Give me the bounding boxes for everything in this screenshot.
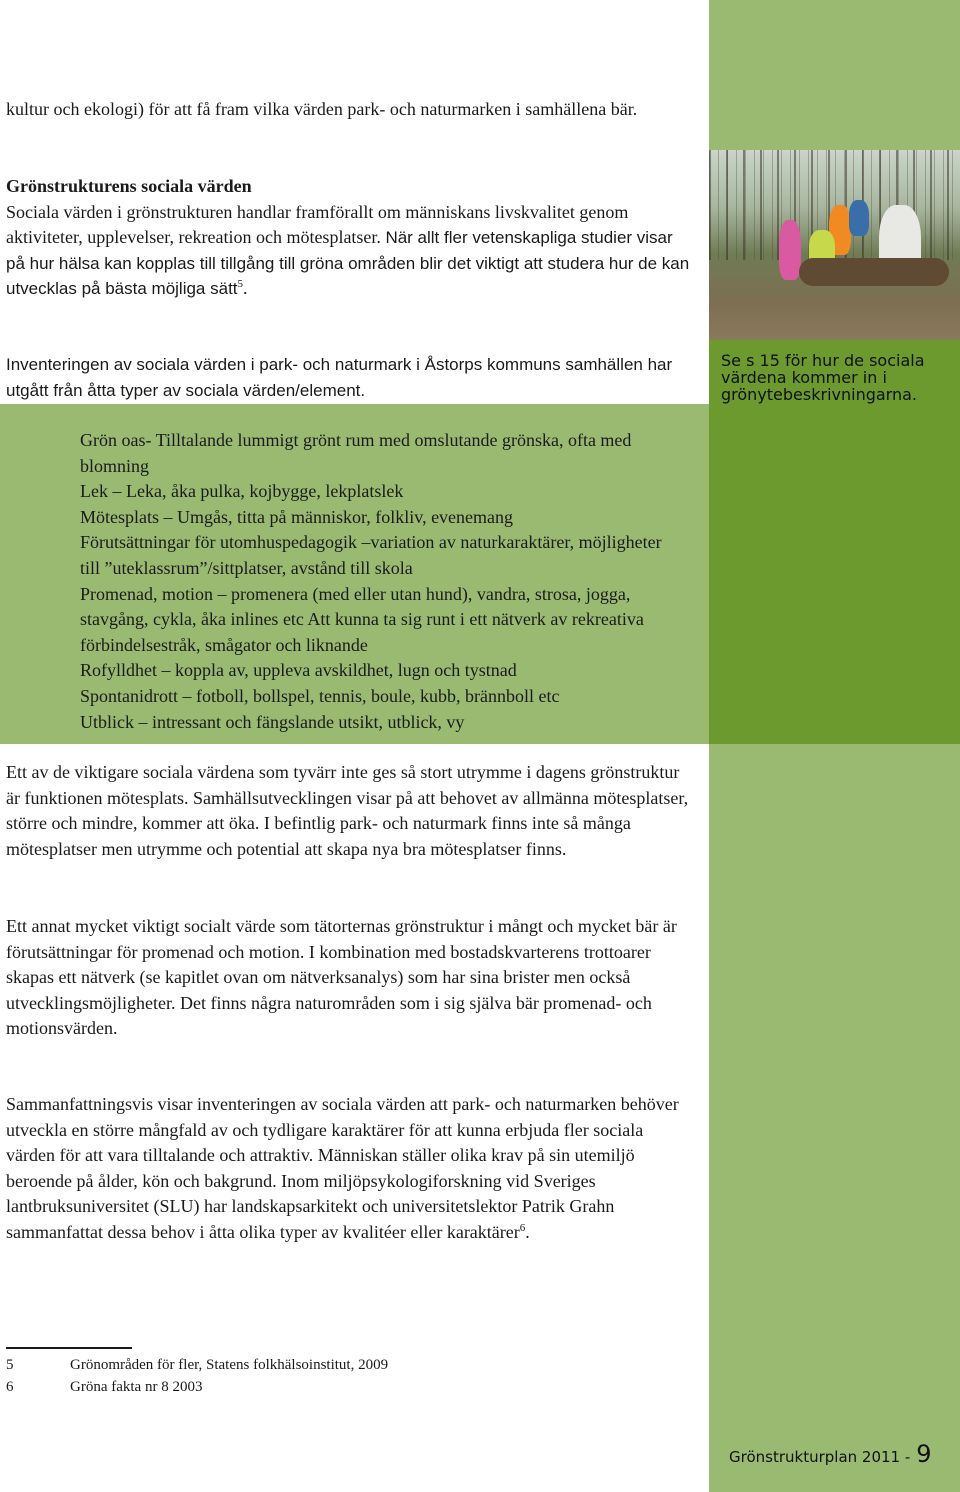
section-paragraph-2: Inventeringen av sociala värden i park- och naturmark i Åstorps kommuns samhällen har utgått från åtta typer av sociala värden/element. [6, 355, 673, 400]
section-para1-end: . [243, 278, 248, 299]
list-item: Grön oas- Tilltalande lummigt grönt rum med omslutande grönska, ofta med blomning [80, 430, 632, 476]
photo-person-child-2 [779, 220, 801, 280]
footnote-number: 5 [6, 1357, 14, 1373]
paragraph-summary [6, 1092, 696, 1246]
footnote-divider [6, 1347, 132, 1349]
footnote-5 [6, 1354, 606, 1376]
list-item: Spontanidrott – fotboll, bollspel, tennis, boule, kubb, brännboll etc [80, 685, 560, 706]
list-item: Mötesplats – Umgås, titta på människor, folkliv, evenemang [80, 506, 514, 527]
paragraph-summary-text: Sammanfattningsvis visar inventeringen av sociala värden att park- och naturmarken behöver utveckla en större mångfald av och tydligare karaktärer för att kunna erbjuda fler sociala värden för att vara tilltalande och attraktiv. Människan ställer olika krav på sin utemiljö beroende på ålder, kön och bakgrund. Inom miljöpsykologiforskning vid Sveriges lantbruksuniversitet (SLU) har landskapsarkitekt och universitetslektor Patrik Grahn sammanfattat dessa behov i åtta olika typer av kvalitéer eller karaktärer [6, 1094, 679, 1242]
social-values-list [80, 428, 680, 735]
list-item: Utblick – intressant och fängslande utsikt, utblick, vy [80, 711, 465, 732]
paragraph-meeting-places: Ett av de viktigare sociala värdena som tyvärr inte ges så stort utrymme i dagens grönstruktur är funktionen mötesplats. Samhällsutvecklingen visar på att behovet av allmänna mötesplatser, större och mindre, kommer att öka. I befintlig park- och naturmark finns inte så många mötesplatser men utrymme och potential att skapa nya bra mötesplatser finns. [6, 762, 689, 859]
footnote-6 [6, 1376, 606, 1398]
footnote-ref-6: 6 [519, 1221, 526, 1234]
footnote-text: Gröna fakta nr 8 2003 [70, 1379, 203, 1395]
callout-text: Se s 15 för hur de sociala värdena kommer in i grönytebeskrivningarna. [721, 351, 925, 404]
section-para1-b: När allt fler vetenskapliga studier visar på hur hälsa kan kopplas till tillgång till gröna områden blir det viktigt att studera hur de kan utvecklas på bästa möjliga sätt [6, 228, 690, 299]
footnote-ref-5: 5 [237, 278, 244, 291]
paragraph-summary-end: . [525, 1221, 530, 1242]
list-item: Lek – Leka, åka pulka, kojbygge, lekplatslek [80, 481, 404, 502]
park-photo [709, 150, 960, 340]
paragraph-walking: Ett annat mycket viktigt socialt värde som tätorternas grönstruktur i mångt och mycket bär är förutsättningar för promenad och motion. I kombination med bostadskvarterens trottoarer skapas ett nätverk (se kapitlet ovan om nätverksanalys) som har sina brister men också utvecklingsmöjligheter. Det finns några naturområden som i sig själva bär promenad- och motionsvärden. [6, 916, 677, 1039]
section-heading: Grönstrukturens sociala värden [6, 176, 252, 196]
photo-person-child-4 [849, 200, 869, 236]
list-item: Promenad, motion – promenera (med eller utan hund), vandra, strosa, jogga, stavgång, cykla, åka inlines etc Att kunna ta sig runt i ett nätverk av rekreativa förbindelsestråk, smågator och liknande [80, 583, 644, 655]
footer-title: Grönstrukturplan 2011 - [729, 1448, 911, 1466]
page-footer [729, 1440, 932, 1468]
photo-log [799, 258, 949, 286]
list-item: Förutsättningar för utomhuspedagogik –variation av naturkaraktärer, möjligheter till ”uteklassrum”/sittplatser, avstånd till skola [80, 532, 662, 578]
footnote-number: 6 [6, 1379, 14, 1395]
section-para1-a: Sociala värden i grönstrukturen handlar framförallt om människans livskvalitet genom aktiviteter, upplevelser, rekreation och mötesplatser. [6, 201, 629, 248]
list-item: Rofylldhet – koppla av, uppleva avskildhet, lugn och tystnad [80, 660, 517, 681]
intro-paragraph: kultur och ekologi) för att få fram vilka värden park- och naturmarken i samhällena bär. [6, 99, 638, 119]
page-number: 9 [916, 1440, 932, 1468]
footnote-text: Grönområden för fler, Statens folkhälsoinstitut, 2009 [70, 1357, 389, 1373]
section-paragraph [6, 174, 696, 302]
